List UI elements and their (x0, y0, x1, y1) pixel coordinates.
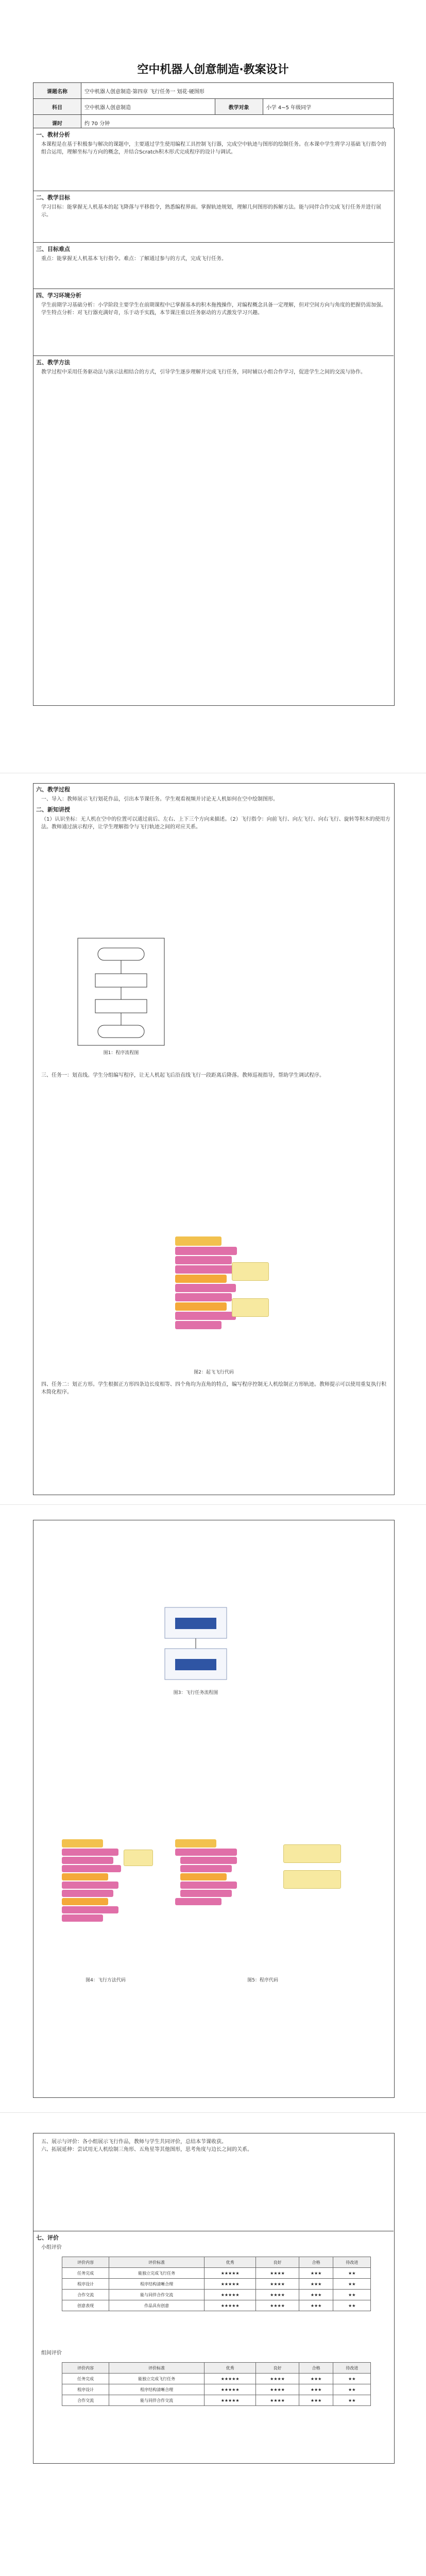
f4-block-1 (62, 1849, 118, 1856)
block-land (175, 1321, 221, 1329)
eval-cell: ★★★ (299, 2279, 333, 2290)
section-methods-title: 五、教学方法 (36, 359, 70, 366)
section-goals-title: 二、教学目标 (36, 194, 70, 201)
eval-cell: 合作交流 (62, 2290, 109, 2300)
f5-block-1 (175, 1849, 237, 1856)
eval-cell: ★★★ (299, 2395, 333, 2406)
subject-value: 空中机器人创意制造 (81, 99, 215, 115)
block-when-start (175, 1236, 221, 1246)
section-analysis-text: 本课程是在基于积极参与解决的课题中，主要通过学生使用编程工具控制飞行器，完成空中轨迹与图形的绘制任务。在本课中学生将学习基础飞行指令的组合运用，理解坐标与方向的概念，并结合Scratch积木形式完成程序的设计与调试。 (41, 142, 386, 155)
eval-table-1-title: 小组评价 (41, 2245, 62, 2250)
process-step-5: 五、展示与评价：各小组展示飞行作品，教师与学生共同评价，总结本节课收获。 (41, 2139, 227, 2145)
process-summary (33, 2138, 394, 2154)
eval-cell: ★★★★ (256, 2395, 299, 2406)
f4-block-4 (62, 1873, 108, 1880)
teacher-value: 小学 4~5 年级同学 (263, 99, 393, 115)
eval2-h: 评价内容 (62, 2363, 109, 2374)
eval-cell: ★★★★★ (205, 2300, 256, 2311)
eval-cell: 能独立完成飞行任务 (109, 2374, 205, 2384)
section-goals (33, 191, 394, 219)
eval-table-2-header (62, 2363, 371, 2374)
section-methods (33, 355, 394, 376)
eval-h-3: 良好 (256, 2257, 299, 2268)
f4-block-5 (62, 1882, 118, 1889)
eval2-h: 合格 (299, 2363, 333, 2374)
eval-cell: 任务完成 (62, 2374, 109, 2384)
eval-cell: ★★★★ (256, 2279, 299, 2290)
f5-block-start (175, 1839, 216, 1848)
eval-cell: 能与同伴合作交流 (109, 2395, 205, 2406)
figure-5-code-notes (278, 1834, 355, 1973)
eval-cell: ★★★★★ (205, 2290, 256, 2300)
page-divider (0, 2112, 426, 2113)
eval-cell: ★★★★ (256, 2290, 299, 2300)
section-process (33, 783, 394, 831)
f5-block-5 (180, 1882, 237, 1889)
block-wait (175, 1275, 227, 1283)
eval-cell: 合作交流 (62, 2395, 109, 2406)
f4-block-2 (62, 1857, 113, 1864)
section-goals-text: 学习目标：能掌握无人机基本的起飞降落与平移指令，熟悉编程界面。掌握轨迹规划，理解几何图形的拆解方法。能与同伴合作完成飞行任务并进行展示。 (41, 205, 381, 218)
block-fly-back (175, 1312, 236, 1320)
eval-cell: ★★★★★ (205, 2395, 256, 2406)
section-analysis-title: 一、教材分析 (36, 131, 70, 138)
eval-h-5: 待改进 (333, 2257, 371, 2268)
eval-cell: ★★★ (299, 2290, 333, 2300)
block-rotate (175, 1293, 232, 1301)
document-title: 空中机器人创意制造·教案设计 (137, 63, 289, 76)
f5-block-2 (180, 1857, 237, 1864)
figure-3-caption: 图3：飞行任务流程图 (173, 1690, 218, 1696)
section-environment (33, 289, 394, 317)
flow-screen-1-bar (175, 1618, 216, 1629)
block-note-1 (232, 1262, 269, 1281)
eval-cell: ★★★★ (256, 2384, 299, 2395)
hours-label: 课时 (33, 115, 81, 131)
figure-3-flow (134, 1602, 258, 1685)
process-step-6: 六、拓展延伸：尝试用无人机绘制三角形、五角星等其他图形，思考角度与边长之间的关系。 (41, 2147, 252, 2153)
eval-cell: ★★★ (299, 2374, 333, 2384)
process-step-1: 一、导入：教师展示飞行划花作品，引出本节课任务。学生观看视频并讨论无人机如何在空中绘制图形。 (41, 796, 278, 802)
eval2-h: 良好 (256, 2363, 299, 2374)
f4-block-6 (62, 1890, 113, 1897)
eval-cell: ★★★ (299, 2300, 333, 2311)
eval-cell: ★★★★★ (205, 2279, 256, 2290)
flow-start-node (98, 948, 144, 960)
block-fly-forward (175, 1256, 232, 1264)
eval-table-2-title: 组间评价 (41, 2350, 62, 2356)
eval-cell: 程序结构清晰合理 (109, 2384, 205, 2395)
course-value: 空中机器人创意制造·第四章 飞行任务一 划花·硬图形 (81, 83, 394, 99)
figure-2-caption: 图2：起飞飞行代码 (194, 1370, 234, 1375)
f5-block-3 (180, 1865, 232, 1872)
section-keypoints (33, 242, 394, 263)
table-row (62, 2395, 371, 2406)
block-wait-2 (175, 1302, 227, 1311)
eval-cell: ★★★ (299, 2384, 333, 2395)
figure-2-code (155, 1231, 273, 1365)
eval2-h: 优秀 (205, 2363, 256, 2374)
eval-table-1 (62, 2257, 371, 2311)
section-keypoints-text: 重点：能掌握无人机基本飞行指令。难点：了解通过参与的方式，完成飞行任务。 (41, 256, 227, 262)
process-step-2-title: 二、新知讲授 (36, 806, 70, 813)
f5-note-1 (283, 1844, 341, 1863)
eval-cell: ★★★★★ (205, 2374, 256, 2384)
eval2-h: 评价标准 (109, 2363, 205, 2374)
eval-cell: 任务完成 (62, 2268, 109, 2279)
eval-cell: 作品具有创意 (109, 2300, 205, 2311)
eval-cell: 创意表现 (62, 2300, 109, 2311)
section-environment-title: 四、学习环境分析 (36, 292, 81, 299)
section-methods-text: 教学过程中采用任务驱动法与演示法相结合的方式，引导学生逐步理解并完成飞行任务，同时辅以小组合作学习，促进学生之间的交流与协作。 (41, 369, 366, 375)
process-step-3: 三、任务一：划直线。学生分组编写程序，让无人机起飞后沿直线飞行一段距离后降落。教师巡视指导，帮助学生调试程序。 (41, 1073, 325, 1078)
figure-1-caption: 图1：程序流程图 (103, 1050, 139, 1056)
eval-cell: ★★★★ (256, 2268, 299, 2279)
table-row (62, 2300, 371, 2311)
eval-table-2 (62, 2362, 371, 2406)
flow-process-node-1 (95, 974, 147, 987)
eval-cell: 能与同伴合作交流 (109, 2290, 205, 2300)
block-note-2 (232, 1298, 269, 1317)
eval-table-1-header (62, 2257, 371, 2268)
eval2-h: 待改进 (333, 2363, 371, 2374)
process-task-2 (33, 1381, 394, 1396)
f4-block-9 (62, 1914, 103, 1922)
process-task-1 (33, 1072, 394, 1079)
f4-block-3 (62, 1865, 121, 1872)
course-meta-table (33, 82, 394, 131)
table-row (62, 2384, 371, 2395)
eval-cell: ★★ (333, 2374, 371, 2384)
eval-cell: ★★★★★ (205, 2268, 256, 2279)
section-evaluation-title: 七、评价 (36, 2234, 59, 2241)
page-divider (0, 1504, 426, 1505)
eval-cell: 程序设计 (62, 2279, 109, 2290)
figure-4-code (57, 1834, 155, 1973)
eval-cell: ★★ (333, 2384, 371, 2395)
eval-h-4: 合格 (299, 2257, 333, 2268)
figure-1-flowchart (77, 938, 165, 1046)
eval-cell: 程序设计 (62, 2384, 109, 2395)
table-row (62, 2279, 371, 2290)
course-label: 课题名称 (33, 83, 81, 99)
table-row (62, 2374, 371, 2384)
f4-note (124, 1850, 153, 1866)
eval-cell: 程序结构清晰合理 (109, 2279, 205, 2290)
section-process-title: 六、教学过程 (36, 786, 70, 793)
section-keypoints-title: 三、目标难点 (36, 246, 70, 252)
block-fly-left (175, 1265, 240, 1274)
subject-label: 科目 (33, 99, 81, 115)
f5-block-6 (180, 1890, 232, 1897)
teacher-label: 教学对象 (215, 99, 263, 115)
eval-cell: ★★★★ (256, 2374, 299, 2384)
eval-cell: ★★★★★ (205, 2384, 256, 2395)
flow-end-node (98, 1025, 144, 1038)
block-takeoff (175, 1247, 237, 1255)
eval-cell: ★★ (333, 2395, 371, 2406)
process-step-4: 四、任务二：划正方形。学生根据正方形四条边长度相等、四个角均为直角的特点，编写程序控制无人机绘制正方形轨迹。教师提示可以使用重复执行积木简化程序。 (41, 1382, 386, 1395)
figure-5-code (170, 1834, 273, 1973)
eval-cell: 能独立完成飞行任务 (109, 2268, 205, 2279)
eval-cell: ★★★ (299, 2268, 333, 2279)
table-row (62, 2268, 371, 2279)
figure-4-caption: 图4：飞行方法代码 (86, 1978, 126, 1983)
table-row (62, 2290, 371, 2300)
eval-h-1: 评价标准 (109, 2257, 205, 2268)
section-evaluation (33, 2231, 394, 2251)
f5-block-7 (175, 1898, 221, 1905)
block-fly-right (175, 1284, 236, 1292)
eval-cell: ★★ (333, 2279, 371, 2290)
flow-screen-2-bar (175, 1659, 216, 1670)
eval-h-2: 优秀 (205, 2257, 256, 2268)
eval-cell: ★★★★ (256, 2300, 299, 2311)
f4-block-8 (62, 1906, 118, 1913)
section-analysis (33, 128, 394, 156)
hours-value: 约 70 分钟 (81, 115, 394, 131)
flow-process-node-2 (95, 999, 147, 1013)
figure-5-caption: 图5：程序代码 (247, 1978, 278, 1983)
f5-note-2 (283, 1870, 341, 1889)
eval-h-0: 评价内容 (62, 2257, 109, 2268)
section-environment-text: 学生前期学习基础分析：小学阶段主要学生在前期课程中已掌握基本的积木拖拽操作，对编程概念具备一定理解，但对空间方向与角度的把握仍需加强。学生特点分析：对飞行器充满好奇，乐于动手实践，本节课注重以任务驱动的方式激发学习兴趣。 (41, 302, 386, 316)
f5-block-4 (180, 1873, 227, 1880)
eval-cell: ★★ (333, 2268, 371, 2279)
f4-block-7 (62, 1898, 108, 1905)
process-step-2: （1）认识坐标：无人机在空中的位置可以通过前后、左右、上下三个方向来描述。（2）飞行指令：向前飞行、向左飞行、向右飞行、旋转等积木的使用方法。教师通过演示程序，让学生理解指令与飞行轨迹之间的对应关系。 (41, 817, 390, 830)
eval-cell: ★★ (333, 2300, 371, 2311)
f4-block-start (62, 1839, 103, 1848)
eval-cell: ★★ (333, 2290, 371, 2300)
